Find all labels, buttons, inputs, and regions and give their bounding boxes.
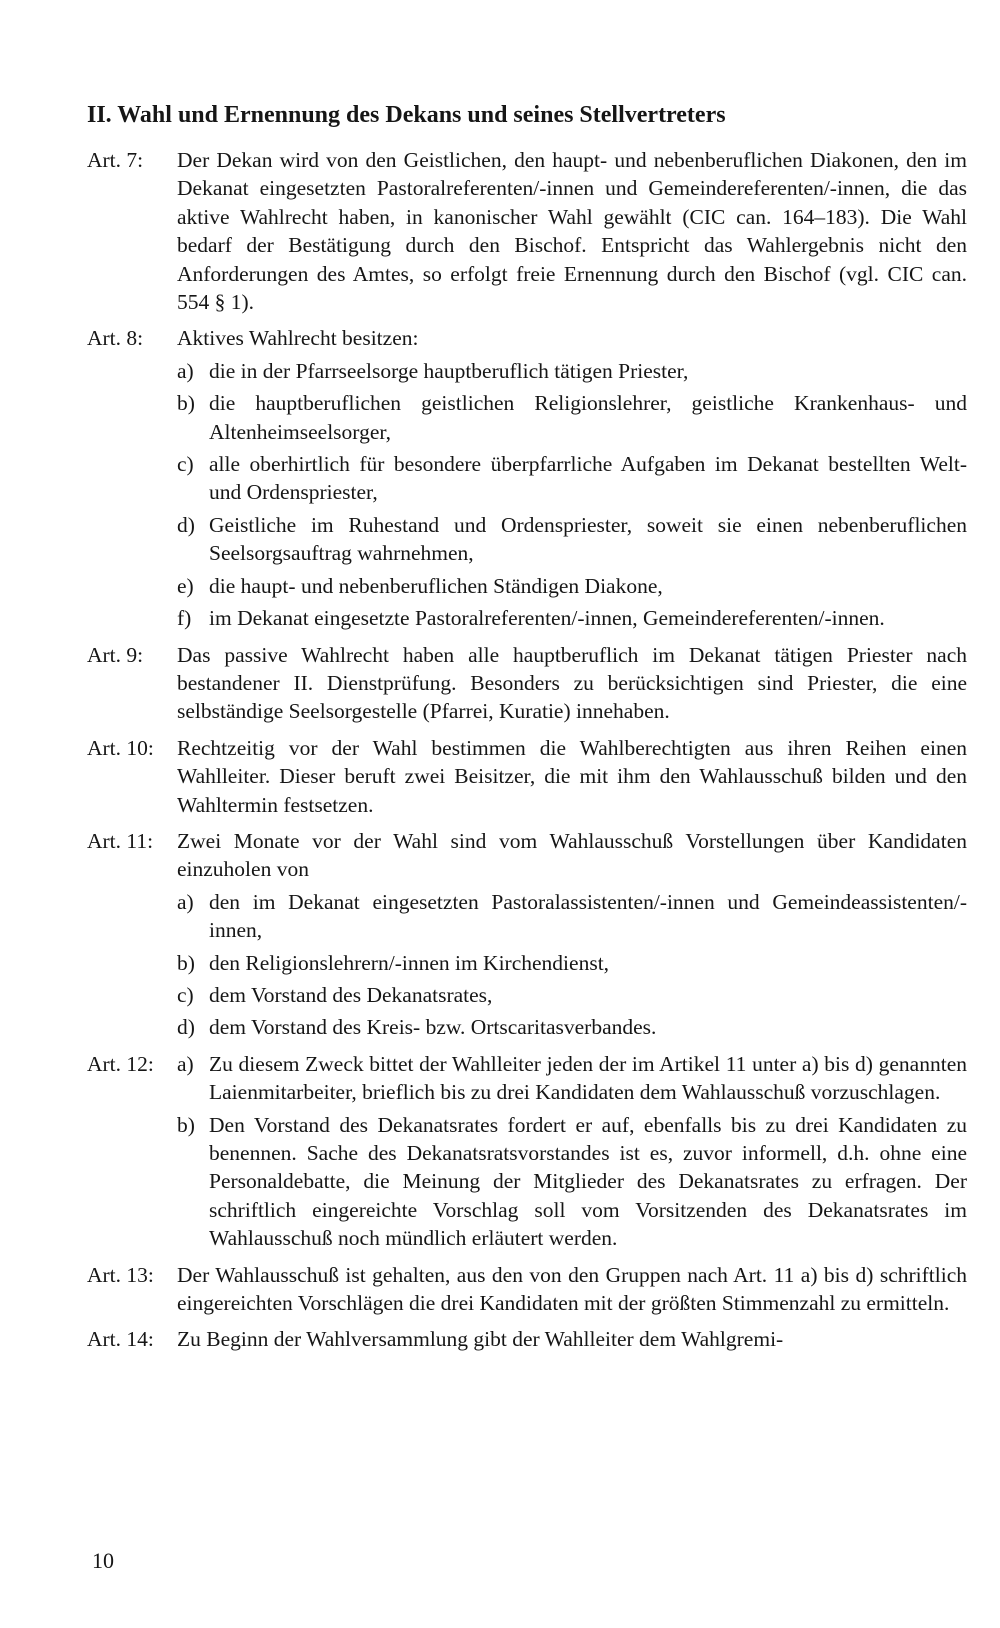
- article-label: Art. 8:: [87, 326, 144, 351]
- list-item-text: den im Dekanat eingesetzten Pastoralassistenten/-innen und Gemeindeassistenten/-innen,: [209, 889, 967, 943]
- list-marker: a): [177, 358, 194, 383]
- list-item-text: die in der Pfarrseelsorge hauptberuflich tätigen Priester,: [209, 358, 689, 383]
- list-item: [177, 511, 967, 568]
- article-label: Art. 9:: [87, 642, 144, 667]
- list-marker: d): [177, 1015, 195, 1040]
- article-text: Der Wahlausschuß ist gehalten, aus den von den Gruppen nach Art. 11 a) bis d) schriftlich eingereichten Vorschlägen die drei Kandidaten mit der größten Stimmenzahl zu ermitteln.: [177, 1262, 967, 1316]
- page-content: [87, 100, 967, 1362]
- article-text: Zwei Monate vor der Wahl sind vom Wahlausschuß Vorstellungen über Kandidaten einzuholen von: [177, 828, 967, 882]
- article-label: Art. 14:: [87, 1327, 154, 1352]
- list-item-text: den Religionslehrern/-innen im Kirchendienst,: [209, 950, 610, 975]
- article-11: [87, 827, 967, 1042]
- page-number: 10: [92, 1548, 114, 1573]
- list-item-text: im Dekanat eingesetzte Pastoralreferenten/-innen, Gemeindereferenten/-innen.: [209, 606, 885, 631]
- article-text: Zu Beginn der Wahlversammlung gibt der Wahlleiter dem Wahlgremi-: [177, 1327, 784, 1352]
- list-marker: d): [177, 512, 195, 537]
- article-text: Der Dekan wird von den Geistlichen, den haupt- und nebenberuflichen Diakonen, den im Dekanat eingesetzten Pastoralreferenten/-innen und Gemeindereferenten/-innen, die das aktive Wahlrecht haben, in kanonischer Wahl gewählt (CIC can. 164–183). Die Wahl bedarf der Bestätigung durch den Bischof. Entspricht das Wahlergebnis nicht den Anforderungen des Amtes, so erfolgt freie Ernennung durch den Bischof (vgl. CIC can. 554 § 1).: [177, 148, 967, 315]
- article-8: [87, 324, 967, 632]
- article-14: [87, 1325, 967, 1353]
- list-marker: c): [177, 982, 194, 1007]
- article-label: Art. 7:: [87, 148, 144, 172]
- article-13: [87, 1261, 967, 1318]
- article-label: Art. 10:: [87, 735, 154, 760]
- list-item: [177, 1013, 967, 1041]
- article-7: [87, 146, 967, 316]
- list-marker: b): [177, 391, 195, 416]
- list-item: [177, 357, 967, 385]
- article-9: [87, 641, 967, 726]
- article-label: Art. 11:: [87, 828, 154, 853]
- list-item-text: alle oberhirtlich für besondere überpfarrliche Aufgaben im Dekanat bestellten Welt- und Ordenspriester,: [209, 452, 967, 505]
- article-10: [87, 734, 967, 819]
- list-item-text: Geistliche im Ruhestand und Ordenspriester, soweit sie einen nebenberuflichen Seelsorgsauftrag wahrnehmen,: [209, 512, 967, 566]
- list-item: [177, 572, 967, 600]
- list-marker: a): [177, 889, 194, 914]
- list-item-text: die haupt- und nebenberuflichen Ständigen Diakone,: [209, 573, 663, 598]
- article-text: Das passive Wahlrecht haben alle hauptberuflich im Dekanat tätigen Priester nach bestandener II. Dienstprüfung. Besonders zu berücksichtigen sind Priester, die eine selbständige Seelsorgestelle (Pfarrei, Kuratie) innehaben.: [177, 642, 967, 724]
- list-item: [177, 981, 967, 1009]
- list-item-text: dem Vorstand des Dekanatsrates,: [209, 982, 493, 1007]
- list-marker: f): [177, 606, 192, 631]
- list-item: [177, 389, 967, 446]
- list-item-text: Den Vorstand des Dekanatsrates fordert er auf, ebenfalls bis zu drei Kandidaten zu benennen. Sache des Dekanatsratsvorstandes ist es, zuvor informell, d.h. ohne eine Personaldebatte, die Meinung der Mitglieder des Dekanatsrates zu erfragen. Der schriftlich eingereichte Vorschlag soll vom Vorsitzenden des Dekanatsrates im Wahlausschuß noch mündlich erläutert werden.: [209, 1112, 967, 1251]
- list-marker: b): [177, 1112, 195, 1137]
- article-label: Art. 12:: [87, 1051, 154, 1076]
- article-text: Rechtzeitig vor der Wahl bestimmen die Wahlberechtigten aus ihren Reihen einen Wahlleiter. Dieser beruft zwei Beisitzer, die mit ihm den Wahlausschuß bilden und den Wahltermin festsetzen.: [177, 735, 967, 817]
- list-marker: a): [177, 1051, 194, 1076]
- list-marker: c): [177, 452, 194, 477]
- section-heading: II. Wahl und Ernennung des Dekans und seines Stellvertreters: [87, 102, 726, 128]
- article-12: [87, 1050, 967, 1253]
- list-item: [177, 949, 967, 977]
- list-marker: b): [177, 950, 195, 975]
- list-item-text: dem Vorstand des Kreis- bzw. Ortscaritasverbandes.: [209, 1015, 657, 1040]
- list-item-text: die hauptberuflichen geistlichen Religionslehrer, geistliche Krankenhaus- und Altenheimseelsorger,: [209, 391, 967, 444]
- article-text: Aktives Wahlrecht besitzen:: [177, 326, 419, 351]
- article-label: Art. 13:: [87, 1262, 154, 1287]
- list-item: [177, 604, 967, 632]
- list-item: [177, 1111, 967, 1253]
- list-item-text: Zu diesem Zweck bittet der Wahlleiter jeden der im Artikel 11 unter a) bis d) genannten Laienmitarbeiter, brieflich bis zu drei Kandidaten dem Wahlausschuß vorzuschlagen.: [209, 1051, 967, 1105]
- list-marker: e): [177, 573, 194, 598]
- list-item: [177, 450, 967, 507]
- list-item: [177, 888, 967, 945]
- list-item: [177, 1050, 967, 1107]
